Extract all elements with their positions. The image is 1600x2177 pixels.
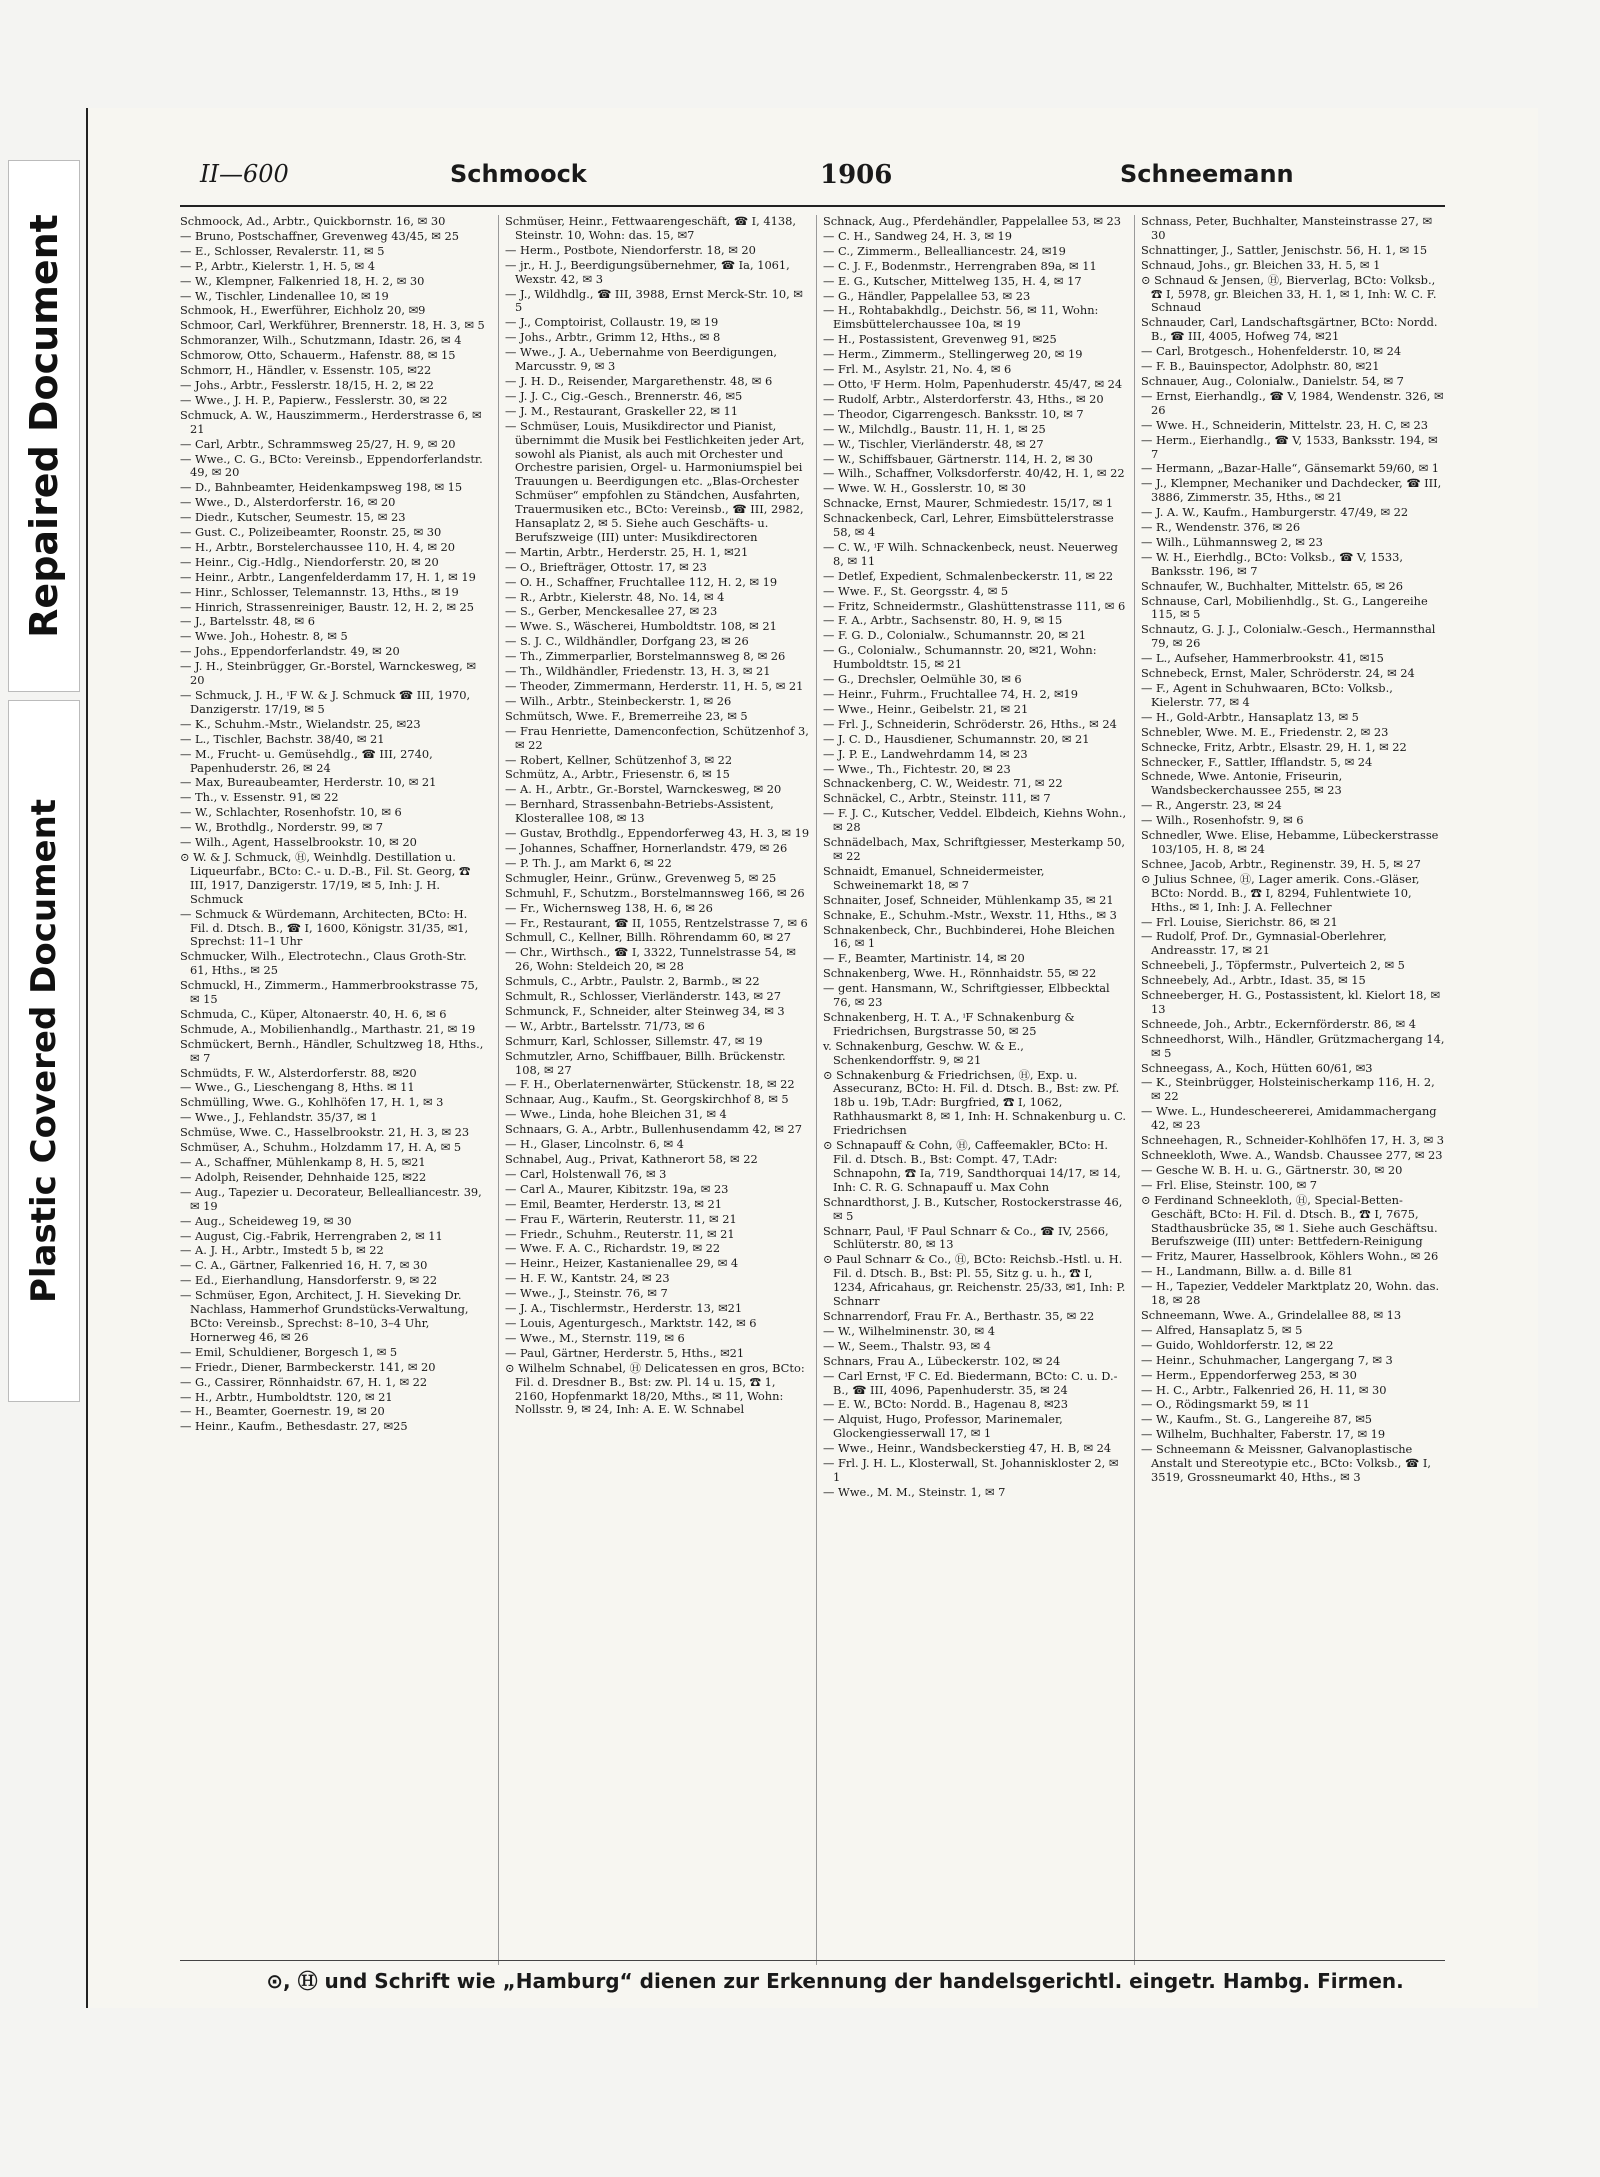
directory-entry: — Hinr., Schlosser, Telemannstr. 13, Hths., ✉ 19: [180, 584, 459, 599]
directory-entry: — Chr., Wirthsch., ☎ I, 3322, Tunnelstrasse 54, ✉ 26, Wohn: Steldeich 20, ✉ 28: [505, 945, 796, 974]
directory-entry: ⊙ Schnapauff & Cohn, Ⓗ, Caffeemakler, BCto: H. Fil. d. Dtsch. B., Bst: Compt. 47, T.Adr: Schnapohn, ☎ Ia, 719, Sandthorquai 14/17, ✉ 14, Inh: C. R. G. Schnapauff u. Max Cohn: [823, 1138, 1121, 1194]
directory-entry: — H., Beamter, Goernestr. 19, ✉ 20: [180, 1404, 385, 1419]
directory-entry: — F. H., Oberlaternenwärter, Stückenstr. 18, ✉ 22: [505, 1077, 795, 1092]
directory-entry: Schnack, Aug., Pferdehändler, Pappelallee 53, ✉ 23: [823, 215, 1122, 228]
directory-entry: — W., Tischler, Vierländerstr. 48, ✉ 27: [823, 436, 1044, 451]
directory-entry: Schneebeli, J., Töpfermstr., Pulverteich 2, ✉ 5: [1141, 958, 1405, 973]
directory-entry: — F. J. C., Kutscher, Veddel. Elbdeich, Kiehns Wohn., ✉ 28: [823, 806, 1127, 835]
directory-entry: — Carl, Holstenwall 76, ✉ 3: [505, 1166, 667, 1181]
directory-entry: — H., Gold-Arbtr., Hansaplatz 13, ✉ 5: [1141, 709, 1359, 724]
directory-entry: Schmuda, C., Küper, Altonaerstr. 40, H. 6, ✉ 6: [180, 1006, 447, 1021]
directory-entry: — Frau F., Wärterin, Reuterstr. 11, ✉ 21: [505, 1211, 737, 1226]
directory-entry: — Carl, Brotgesch., Hohenfelderstr. 10, ✉ 24: [1141, 344, 1402, 359]
directory-entry: Schnacke, Ernst, Maurer, Schmiedestr. 15/17, ✉ 1: [823, 496, 1114, 511]
directory-entry: — O. H., Schaffner, Fruchtallee 112, H. 2, ✉ 19: [505, 574, 778, 589]
directory-entry: ⊙ Julius Schnee, Ⓗ, Lager amerik. Cons.-Gläser, BCto: Nordd. B., ☎ I, 8294, Fuhlentwiete 10, Hths., ✉ 1, Inh: J. A. Fellechner: [1141, 871, 1420, 914]
directory-entry: — Wwe., Linda, hohe Bleichen 31, ✉ 4: [505, 1107, 727, 1122]
directory-entry: — E. W., BCto: Nordd. B., Hagenau 8, ✉23: [823, 1397, 1069, 1412]
directory-entry: — H., Rohtabakhdlg., Deichstr. 56, ✉ 11, Wohn: Eimsbüttelerchaussee 10a, ✉ 19: [823, 303, 1099, 332]
directory-entry: Schneemann, Wwe. A., Grindelallee 88, ✉ 13: [1141, 1307, 1402, 1322]
directory-entry: Schnaar, Aug., Kaufm., St. Georgskirchhof 8, ✉ 5: [505, 1092, 789, 1107]
directory-entry: — Wilh., Rosenhofstr. 9, ✉ 6: [1141, 813, 1304, 828]
directory-entry: — R., Wendenstr. 376, ✉ 26: [1141, 520, 1301, 535]
directory-entry: — Hermann, „Bazar-Halle“, Gänsemarkt 59/60, ✉ 1: [1141, 461, 1440, 476]
directory-entry: — Wwe., Th., Fichtestr. 20, ✉ 23: [823, 761, 1011, 776]
directory-entry: ⊙ Schnakenburg & Friedrichsen, Ⓗ, Exp. u. Assecuranz, BCto: H. Fil. d. Dtsch. B., Bst: zw. Pf. 18b u. 19b, T.Adr: Burgfried, ☎ I, 1062, Rathhausmarkt 8, ✉ 1, Inh: H. Schnakenburg u. C. Friedrichsen: [823, 1067, 1127, 1138]
directory-entry: Schneeberger, H. G., Postassistent, kl. Kielort 18, ✉ 13: [1141, 988, 1441, 1016]
directory-entry: Schmuckl, H., Zimmerm., Hammerbrookstrasse 75, ✉ 15: [180, 978, 479, 1007]
directory-entry: ⊙ Ferdinand Schneekloth, Ⓗ, Special-Betten-Geschäft, BCto: H. Fil. d. Dtsch. B., ☎ I, 7675, Stadthausbrücke 35, ✉ 1. Siehe auch Geschäftsu. Berufszweige (III) unter: Bettfedern-Reinigung: [1141, 1192, 1438, 1249]
directory-entry: — Heinr., Fuhrm., Fruchtallee 74, H. 2, ✉19: [823, 687, 1078, 701]
directory-entry: Schnädelbach, Max, Schriftgiesser, Mesterkamp 50, ✉ 22: [823, 835, 1125, 863]
directory-entry: Schnardthorst, J. B., Kutscher, Rostockerstrasse 46, ✉ 5: [823, 1194, 1123, 1223]
directory-entry: — Wwe., M. M., Steinstr. 1, ✉ 7: [823, 1484, 1006, 1499]
directory-entry: — H. C., Arbtr., Falkenried 26, H. 11, ✉ 30: [1141, 1382, 1387, 1397]
directory-entry: — Heinr., Cig.-Hdlg., Niendorferstr. 20, ✉ 20: [180, 554, 439, 569]
directory-entry: — W., Tischler, Lindenallee 10, ✉ 19: [180, 288, 389, 303]
directory-entry: v. Schnakenburg, Geschw. W. & E., Schenkendorffstr. 9, ✉ 21: [823, 1038, 1024, 1067]
directory-entry: — Schmuck & Würdemann, Architecten, BCto: H. Fil. d. Dtsch. B., ☎ I, 1600, Königstr. 31/35, ✉1, Sprechst: 11–1 Uhr: [180, 906, 469, 949]
directory-entry: — Wwe. L., Hundescheererei, Amidammachergang 42, ✉ 23: [1141, 1104, 1437, 1133]
directory-entry: Schnaidt, Emanuel, Schneidermeister, Schweinemarkt 18, ✉ 7: [823, 863, 1045, 892]
directory-entry: — Wwe., J. A., Uebernahme von Beerdigungen, Marcusstr. 9, ✉ 3: [505, 345, 777, 374]
directory-entry: — J. C. D., Hausdiener, Schumannstr. 20, ✉ 21: [823, 731, 1090, 746]
directory-entry: — Th., Zimmerparlier, Borstelmannsweg 8, ✉ 26: [505, 649, 786, 664]
directory-entry: — O., Rödingsmarkt 59, ✉ 11: [1141, 1397, 1310, 1412]
directory-entry: Schnebeck, Ernst, Maler, Schröderstr. 24, ✉ 24: [1141, 666, 1415, 681]
directory-entry: — F. A., Arbtr., Sachsenstr. 80, H. 9, ✉ 15: [823, 613, 1063, 628]
directory-entry: — Bruno, Postschaffner, Grevenweg 43/45, ✉ 25: [180, 228, 459, 243]
directory-entry: Schmüser, A., Schuhm., Holzdamm 17, H. A, ✉ 5: [180, 1140, 462, 1155]
directory-entry: Schneede, Joh., Arbtr., Eckernförderstr. 86, ✉ 4: [1141, 1016, 1416, 1031]
directory-entry: — Carl Ernst, ⁱF C. Ed. Biedermann, BCto: C. u. D.-B., ☎ III, 4096, Papenhuderstr. 35, ✉ 24: [823, 1368, 1118, 1397]
directory-entry: — J. P. E., Landwehrdamm 14, ✉ 23: [823, 746, 1028, 761]
directory-entry: — Frl. J. H. L., Klosterwall, St. Johanniskloster 2, ✉ 1: [823, 1456, 1119, 1484]
directory-entry: Schmutzler, Arno, Schiffbauer, Billh. Brückenstr. 108, ✉ 27: [505, 1048, 786, 1077]
directory-entry: — Paul, Gärtner, Herderstr. 5, Hths., ✉21: [505, 1345, 745, 1360]
directory-entry: Schneegass, A., Koch, Hütten 60/61, ✉3: [1141, 1060, 1373, 1075]
directory-entry: — Max, Bureaubeamter, Herderstr. 10, ✉ 21: [180, 775, 437, 790]
directory-entry: Schmull, C., Kellner, Billh. Röhrendamm 60, ✉ 27: [505, 930, 791, 945]
directory-entry: Schnecker, F., Sattler, Ifflandstr. 5, ✉ 24: [1141, 754, 1373, 769]
directory-entry: ⊙ W. & J. Schmuck, Ⓗ, Weinhdlg. Destillation u. Liqueurfabr., BCto: C.- u. D.-B., Fil. St. Georg, ☎ III, 1917, Danzigerstr. 17/19, ✉ 5, Inh: J. H. Schmuck: [180, 849, 471, 906]
directory-entry: — H., Tapezier, Veddeler Marktplatz 20, Wohn. das. 18, ✉ 28: [1141, 1279, 1440, 1308]
directory-entry: — H., Arbtr., Borstelerchaussee 110, H. 4, ✉ 20: [180, 539, 456, 554]
directory-entry: — Wwe., D., Alsterdorferstr. 16, ✉ 20: [180, 495, 396, 510]
directory-entry: — W., Klempner, Falkenried 18, H. 2, ✉ 30: [180, 273, 425, 288]
directory-entry: Schnaud, Johs., gr. Bleichen 33, H. 5, ✉ 1: [1141, 257, 1381, 272]
directory-entry: — A., Schaffner, Mühlenkamp 8, H. 5, ✉21: [180, 1155, 426, 1169]
directory-entry: — A. H., Arbtr., Gr.-Borstel, Warnckesweg, ✉ 20: [505, 782, 782, 797]
directory-entry: — Wwe. Joh., Hohestr. 8, ✉ 5: [180, 629, 348, 644]
directory-entry: Schmütsch, Wwe. F., Bremerreihe 23, ✉ 5: [505, 708, 748, 723]
directory-entry: — W., Schlachter, Rosenhofstr. 10, ✉ 6: [180, 805, 402, 820]
directory-entry: — Fr., Restaurant, ☎ II, 1055, Rentzelstrasse 7, ✉ 6: [505, 915, 808, 930]
directory-entry: — Diedr., Kutscher, Seumestr. 15, ✉ 23: [180, 510, 406, 525]
directory-entry: — Guido, Wohldorferstr. 12, ✉ 22: [1141, 1337, 1334, 1352]
directory-entry: — Johs., Eppendorferlandstr. 49, ✉ 20: [180, 644, 400, 659]
directory-entry: — gent. Hansmann, W., Schriftgiesser, Elbbecktal 76, ✉ 23: [823, 981, 1110, 1010]
directory-entry: — J. H., Steinbrügger, Gr.-Borstel, Warnckesweg, ✉ 20: [180, 659, 476, 688]
year-heading: 1906: [820, 160, 893, 190]
directory-columns: [180, 215, 1445, 1965]
directory-entry: — Schmüser, Egon, Architect, J. H. Sieveking Dr. Nachlass, Hammerhof Grundstücks-Verwaltung, BCto: Vereinsb., Sprechst: 8–10, 3–4 Uhr, Hornerweg 46, ✉ 26: [180, 1288, 469, 1344]
directory-entry: — J. H. D., Reisender, Margarethenstr. 48, ✉ 6: [505, 373, 773, 388]
directory-entry: Schmude, A., Mobilienhandlg., Marthastr. 21, ✉ 19: [180, 1021, 476, 1036]
directory-entry: Schmult, R., Schlosser, Vierländerstr. 143, ✉ 27: [505, 989, 782, 1004]
directory-entry: — W. H., Eierhdlg., BCto: Volksb., ☎ V, 1533, Banksstr. 196, ✉ 7: [1141, 549, 1403, 578]
directory-entry: Schnebler, Wwe. M. E., Friedenstr. 2, ✉ 23: [1141, 724, 1389, 739]
directory-entry: — Louis, Agenturgesch., Marktstr. 142, ✉ 6: [505, 1315, 757, 1330]
directory-entry: Schmütz, A., Arbtr., Friesenstr. 6, ✉ 15: [505, 767, 730, 782]
directory-entry: Schneehagen, R., Schneider-Kohlhöfen 17, H. 3, ✉ 3: [1141, 1133, 1445, 1148]
directory-entry: — P., Arbtr., Kielerstr. 1, H. 5, ✉ 4: [180, 258, 375, 273]
directory-entry: Schnauder, Carl, Landschaftsgärtner, BCto: Nordd. B., ☎ III, 4005, Hofweg 74, ✉21: [1141, 315, 1438, 344]
directory-entry: — L., Aufseher, Hammerbrookstr. 41, ✉15: [1141, 651, 1384, 666]
directory-entry: — C. J. F., Bodenmstr., Herrengraben 89a, ✉ 11: [823, 258, 1097, 273]
directory-entry: — Schmüser, Louis, Musikdirector und Pianist, übernimmt die Musik bei Festlichkeiten jeder Art, sowohl als Pianist, als auch mit Orchester und Orchestre parisien, Orgel- u. Harmoniumspiel bei Trauungen u. Beerdigungen etc. „Blas-Orchester Schmüser“ empfohlen zu Ständchen, Ausfahrten, Trauermusiken etc., BCto: Vereinsb., ☎ III, 2982, Hansaplatz 2, ✉ 5. Siehe auch Geschäfts- u. Berufszweige (III) unter: Musikdirectoren: [505, 418, 805, 544]
directory-entry: Schnedler, Wwe. Elise, Hebamme, Lübeckerstrasse 103/105, H. 8, ✉ 24: [1141, 828, 1439, 856]
directory-entry: — Wwe., Heinr., Geibelstr. 21, ✉ 21: [823, 701, 1029, 716]
directory-entry: Schmucker, Wilh., Electrotechn., Claus Groth-Str. 61, Hths., ✉ 25: [180, 949, 467, 978]
directory-entry: — Carl, Arbtr., Schrammsweg 25/27, H. 9, ✉ 20: [180, 436, 456, 451]
directory-entry: — K., Steinbrügger, Holsteinischerkamp 116, H. 2, ✉ 22: [1141, 1075, 1435, 1104]
directory-entry: — August, Cig.-Fabrik, Herrengraben 2, ✉ 11: [180, 1228, 443, 1243]
directory-entry: — E. G., Kutscher, Mittelweg 135, H. 4, ✉ 17: [823, 273, 1082, 288]
directory-entry: — Johs., Arbtr., Grimm 12, Hths., ✉ 8: [505, 330, 721, 345]
directory-entry: — W., Arbtr., Bartelsstr. 71/73, ✉ 6: [505, 1018, 705, 1033]
directory-entry: — Herm., Zimmerm., Stellingerweg 20, ✉ 19: [823, 347, 1083, 362]
directory-entry: — Johannes, Schaffner, Hornerlandstr. 479, ✉ 26: [505, 840, 788, 855]
first-entry-heading: Schmoock: [450, 160, 587, 188]
directory-entry: — Martin, Arbtr., Herderstr. 25, H. 1, ✉21: [505, 544, 749, 559]
directory-entry: — Fritz, Schneidermstr., Glashüttenstrasse 111, ✉ 6: [823, 598, 1126, 613]
directory-entry: — Wwe., M., Sternstr. 119, ✉ 6: [505, 1330, 685, 1345]
directory-entry: Schnars, Frau A., Lübeckerstr. 102, ✉ 24: [823, 1353, 1061, 1368]
directory-entry: — Wwe. S., Wäscherei, Humboldtstr. 108, ✉ 21: [505, 619, 777, 634]
directory-entry: — J. A., Tischlermstr., Herderstr. 13, ✉21: [505, 1301, 743, 1316]
directory-entry: — J., Klempner, Mechaniker und Dachdecker, ☎ III, 3886, Zimmerstr. 35, Hths., ✉ 21: [1141, 476, 1442, 505]
directory-entry: — Frl. Louise, Sierichstr. 86, ✉ 21: [1141, 914, 1338, 929]
directory-entry: — Wwe., C. G., BCto: Vereinsb., Eppendorferlandstr. 49, ✉ 20: [180, 451, 483, 480]
directory-entry: Schnarr, Paul, ⁱF Paul Schnarr & Co., ☎ IV, 2566, Schlüterstr. 80, ✉ 13: [823, 1223, 1109, 1252]
directory-entry: — Friedr., Schuhm., Reuterstr. 11, ✉ 21: [505, 1226, 735, 1241]
directory-entry: — K., Schuhm.-Mstr., Wielandstr. 25, ✉23: [180, 716, 421, 731]
directory-entry: — Wwe., G., Lieschengang 8, Hths. ✉ 11: [180, 1080, 415, 1095]
directory-entry: — F. B., Bauinspector, Adolphstr. 80, ✉21: [1141, 359, 1380, 374]
footnote: ⊙, Ⓗ und Schrift wie „Hamburg“ dienen zur Erkennung der handelsgerichtl. eingetr. Hambg. Firmen.: [266, 1969, 1404, 1993]
directory-entry: — Herm., Eppendorferweg 253, ✉ 30: [1141, 1367, 1357, 1382]
directory-entry: Schnauer, Aug., Colonialw., Danielstr. 54, ✉ 7: [1141, 373, 1404, 388]
directory-entry: — Wwe., Heinr., Wandsbeckerstieg 47, H. B, ✉ 24: [823, 1441, 1112, 1456]
directory-entry: — G., Händler, Pappelallee 53, ✉ 23: [823, 288, 1031, 303]
directory-entry: — J. J. C., Cig.-Gesch., Brennerstr. 46, ✉5: [505, 388, 743, 403]
directory-entry: — F., Beamter, Martinistr. 14, ✉ 20: [823, 951, 1025, 966]
directory-entry: — Frl. M., Asylstr. 21, No. 4, ✉ 6: [823, 362, 1012, 377]
directory-entry: Schnaufer, W., Buchhalter, Mittelstr. 65, ✉ 26: [1141, 578, 1403, 593]
last-entry-heading: Schneemann: [1120, 160, 1294, 188]
directory-entry: Schmuls, C., Arbtr., Paulstr. 2, Barmb., ✉ 22: [505, 974, 760, 989]
page-number: II—600: [200, 160, 289, 188]
directory-entry: ⊙ Paul Schnarr & Co., Ⓗ, BCto: Reichsb.-Hstl. u. H. Fil. d. Dtsch. B., Bst: Pl. 55, Sitz g. u. h., ☎ I, 1234, Africahaus, gr. Reichenstr. 25/33, ✉1, Inh: P. Schnarr: [823, 1252, 1126, 1309]
directory-entry: Schneekloth, Wwe. A., Wandsb. Chaussee 277, ✉ 23: [1141, 1148, 1443, 1162]
directory-entry: — S., Gerber, Menckesallee 27, ✉ 23: [505, 604, 718, 619]
directory-entry: — Wwe. F., St. Georgsstr. 4, ✉ 5: [823, 583, 1009, 598]
directory-entry: — Wwe., J., Fehlandstr. 35/37, ✉ 1: [180, 1110, 378, 1125]
directory-entry: Schnakenberg, H. T. A., ⁱF Schnakenburg & Friedrichsen, Burgstrasse 50, ✉ 25: [823, 1009, 1075, 1038]
directory-entry: Schmüdts, F. W., Alsterdorferstr. 88, ✉20: [180, 1065, 417, 1080]
column-2: [498, 215, 810, 1965]
directory-entry: Schmunck, F., Schneider, alter Steinweg 34, ✉ 3: [505, 1003, 785, 1018]
directory-entry: — Wwe., J., Steinstr. 76, ✉ 7: [505, 1286, 668, 1301]
directory-entry: — C., Zimmerm., Bellealliancestr. 24, ✉19: [823, 243, 1066, 258]
directory-entry: — W., Brothdlg., Norderstr. 99, ✉ 7: [180, 820, 384, 835]
directory-entry: — D., Bahnbeamter, Heidenkampsweg 198, ✉ 15: [180, 480, 463, 495]
directory-entry: Schmoor, Carl, Werkführer, Brennerstr. 18, H. 3, ✉ 5: [180, 318, 485, 333]
directory-entry: Schnede, Wwe. Antonie, Friseurin, Wandsbeckerchaussee 255, ✉ 23: [1141, 769, 1343, 798]
directory-entry: Schmorow, Otto, Schauerm., Hafenstr. 88, ✉ 15: [180, 348, 456, 363]
directory-entry: — Frl. Elise, Steinstr. 100, ✉ 7: [1141, 1177, 1318, 1192]
directory-entry: — Wwe. H., Schneiderin, Mittelstr. 23, H. C, ✉ 23: [1141, 417, 1429, 432]
directory-entry: Schmook, H., Ewerführer, Eichholz 20, ✉9: [180, 303, 426, 318]
directory-entry: — Heinr., Arbtr., Langenfelderdamm 17, H. 1, ✉ 19: [180, 569, 476, 584]
directory-entry: Schmugler, Heinr., Grünw., Grevenweg 5, ✉ 25: [505, 870, 777, 885]
directory-entry: Schmorr, H., Händler, v. Essenstr. 105, ✉22: [180, 363, 432, 378]
directory-entry: — Wwe. F. A. C., Richardstr. 19, ✉ 22: [505, 1241, 721, 1256]
directory-entry: — Otto, ⁱF Herm. Holm, Papenhuderstr. 45/47, ✉ 24: [823, 376, 1123, 391]
directory-entry: — Theoder, Zimmermann, Herderstr. 11, H. 5, ✉ 21: [505, 679, 804, 693]
directory-entry: — Ed., Eierhandlung, Hansdorferstr. 9, ✉ 22: [180, 1273, 438, 1288]
footer-rule: [180, 1960, 1445, 1961]
directory-entry: ⊙ Wilhelm Schnabel, Ⓗ Delicatessen en gros, BCto: Fil. d. Dresdner B., Bst: zw. Pl. 14 u. 15, ☎ 1, 2160, Hopfenmarkt 18/20, Mths., ✉ 11, Wohn: Nollsstr. 9, ✉ 24, Inh: A. E. W. Schnabel: [505, 1360, 805, 1417]
column-3: [816, 215, 1128, 1965]
directory-entry: Schnackenbeck, Carl, Lehrer, Eimsbüttelerstrasse 58, ✉ 4: [823, 511, 1114, 540]
directory-entry: — H., Arbtr., Humboldtstr. 120, ✉ 21: [180, 1389, 393, 1404]
directory-entry: — Wilh., Lühmannsweg 2, ✉ 23: [1141, 534, 1323, 549]
directory-entry: — W., Wilhelminenstr. 30, ✉ 4: [823, 1323, 995, 1338]
directory-entry: — Adolph, Reisender, Dehnhaide 125, ✉22: [180, 1169, 427, 1184]
side-tabs: [0, 140, 86, 1304]
directory-entry: Schnake, E., Schuhm.-Mstr., Wexstr. 11, Hths., ✉ 3: [823, 907, 1117, 922]
directory-entry: Schnackenberg, C. W., Weidestr. 71, ✉ 22: [823, 776, 1063, 791]
directory-entry: — jr., H. J., Beerdigungsübernehmer, ☎ Ia, 1061, Wexstr. 42, ✉ 3: [505, 257, 790, 286]
directory-entry: Schnarrendorf, Frau Fr. A., Berthastr. 35, ✉ 22: [823, 1308, 1095, 1323]
column-1: [180, 215, 485, 1965]
directory-entry: — Aug., Tapezier u. Decorateur, Bellealliancestr. 39, ✉ 19: [180, 1184, 482, 1213]
directory-entry: Schnause, Carl, Mobilienhdlg., St. G., Langereihe 115, ✉ 5: [1141, 593, 1428, 622]
directory-entry: Schnaiter, Josef, Schneider, Mühlenkamp 35, ✉ 21: [823, 892, 1114, 907]
directory-entry: — L., Tischler, Bachstr. 38/40, ✉ 21: [180, 731, 385, 746]
directory-entry: — Emil, Schuldiener, Borgesch 1, ✉ 5: [180, 1344, 398, 1359]
directory-entry: — R., Angerstr. 23, ✉ 24: [1141, 798, 1282, 813]
directory-entry: — Wilhelm, Buchhalter, Faberstr. 17, ✉ 19: [1141, 1427, 1386, 1442]
directory-entry: — M., Frucht- u. Gemüsehdlg., ☎ III, 2740, Papenhuderstr. 26, ✉ 24: [180, 746, 433, 775]
directory-entry: — F. G. D., Colonialw., Schumannstr. 20, ✉ 21: [823, 628, 1087, 643]
directory-entry: Schnäckel, C., Arbtr., Steinstr. 111, ✉ 7: [823, 791, 1051, 806]
directory-entry: Schmuhl, F., Schutzm., Borstelmannsweg 166, ✉ 26: [505, 885, 805, 900]
directory-entry: — Ernst, Eierhandlg., ☎ V, 1984, Wendenstr. 326, ✉ 26: [1141, 388, 1444, 417]
directory-entry: — Friedr., Diener, Barmbeckerstr. 141, ✉ 20: [180, 1359, 436, 1374]
directory-entry: — S. J. C., Wildhändler, Dorfgang 23, ✉ 26: [505, 634, 749, 649]
directory-entry: Schmüse, Wwe. C., Hasselbrookstr. 21, H. 3, ✉ 23: [180, 1125, 470, 1140]
directory-entry: Schnautz, G. J. J., Colonialw.-Gesch., Hermannsthal 79, ✉ 26: [1141, 622, 1436, 651]
directory-entry: — J., Comptoirist, Collaustr. 19, ✉ 19: [505, 315, 719, 330]
directory-entry: — C. H., Sandweg 24, H. 3, ✉ 19: [823, 228, 1013, 243]
directory-entry: Schneedhorst, Wilh., Händler, Grützmachergang 14, ✉ 5: [1141, 1031, 1445, 1060]
directory-entry: — Rudolf, Arbtr., Alsterdorferstr. 43, Hths., ✉ 20: [823, 391, 1104, 406]
directory-entry: Schnass, Peter, Buchhalter, Mansteinstrasse 27, ✉ 30: [1141, 215, 1433, 242]
directory-entry: — Hinrich, Strassenreiniger, Baustr. 12, H. 2, ✉ 25: [180, 599, 475, 614]
directory-entry: — Theodor, Cigarrengesch. Banksstr. 10, ✉ 7: [823, 406, 1084, 421]
directory-entry: — Frau Henriette, Damenconfection, Schützenhof 3, ✉ 22: [505, 723, 809, 752]
directory-entry: Schnaars, G. A., Arbtr., Bullenhusendamm 42, ✉ 27: [505, 1122, 802, 1137]
directory-entry: — Heinr., Schuhmacher, Langergang 7, ✉ 3: [1141, 1352, 1393, 1367]
directory-entry: — Bernhard, Strassenbahn-Betriebs-Assistent, Klosterallee 108, ✉ 13: [505, 797, 774, 826]
directory-entry: Schnakenbeck, Chr., Buchbinderei, Hohe Bleichen 16, ✉ 1: [823, 922, 1115, 951]
directory-entry: — Frl. J., Schneiderin, Schröderstr. 26, Hths., ✉ 24: [823, 716, 1117, 731]
directory-entry: — C. W., ⁱF Wilh. Schnackenbeck, neust. Neuerweg 8, ✉ 11: [823, 539, 1118, 568]
directory-entry: — J., Bartelsstr. 48, ✉ 6: [180, 614, 315, 629]
directory-entry: — E., Schlosser, Revalerstr. 11, ✉ 5: [180, 243, 385, 258]
directory-entry: — P. Th. J., am Markt 6, ✉ 22: [505, 855, 672, 870]
directory-entry: — G., Cassirer, Rönnhaidstr. 67, H. 1, ✉ 22: [180, 1374, 428, 1389]
plastic-covered-document-tab: [8, 700, 80, 1402]
directory-entry: — R., Arbtr., Kielerstr. 48, No. 14, ✉ 4: [505, 589, 725, 604]
directory-entry: — O., Briefträger, Ottostr. 17, ✉ 23: [505, 559, 707, 574]
directory-entry: — Aug., Scheideweg 19, ✉ 30: [180, 1213, 352, 1228]
directory-entry: — Heinr., Kaufm., Bethesdastr. 27, ✉25: [180, 1419, 408, 1434]
directory-entry: Schmoranzer, Wilh., Schutzmann, Idastr. 26, ✉ 4: [180, 333, 462, 348]
directory-entry: — Johs., Arbtr., Fesslerstr. 18/15, H. 2, ✉ 22: [180, 377, 434, 392]
directory-entry: — H., Glaser, Lincolnstr. 6, ✉ 4: [505, 1137, 684, 1152]
repaired-document-tab: [8, 160, 80, 692]
directory-entry: Schnattinger, J., Sattler, Jenischstr. 56, H. 1, ✉ 15: [1141, 242, 1428, 257]
directory-entry: — Th., Wildhändler, Friedenstr. 13, H. 3, ✉ 21: [505, 664, 771, 679]
plastic-covered-document-label: Plastic Covered Document: [24, 798, 65, 1304]
directory-entry: — H. F. W., Kantstr. 24, ✉ 23: [505, 1271, 670, 1286]
directory-entry: — W., Seem., Thalstr. 93, ✉ 4: [823, 1338, 991, 1353]
directory-entry: — Gust. C., Polizeibeamter, Roonstr. 25, ✉ 30: [180, 525, 442, 540]
directory-entry: — H., Landmann, Billw. a. d. Bille 81: [1141, 1264, 1353, 1279]
directory-entry: Schmückert, Bernh., Händler, Schultzweg 18, Hths., ✉ 7: [180, 1036, 484, 1065]
directory-entry: — W., Milchdlg., Baustr. 11, H. 1, ✉ 25: [823, 421, 1046, 436]
directory-entry: — J. M., Restaurant, Graskeller 22, ✉ 11: [505, 403, 739, 418]
directory-entry: Schnakenberg, Wwe. H., Rönnhaidstr. 55, ✉ 22: [823, 966, 1097, 981]
directory-entry: — Gustav, Brothdlg., Eppendorferweg 43, H. 3, ✉ 19: [505, 826, 810, 841]
directory-entry: Schmüser, Heinr., Fettwaarengeschäft, ☎ I, 4138, Steinstr. 10, Wohn: das. 15, ✉7: [505, 215, 796, 242]
directory-entry: Schneebely, Ad., Arbtr., Idast. 35, ✉ 15: [1141, 973, 1366, 988]
directory-entry: — Herm., Eierhandlg., ☎ V, 1533, Banksstr. 194, ✉ 7: [1141, 432, 1438, 461]
directory-entry: — H., Postassistent, Grevenweg 91, ✉25: [823, 332, 1057, 347]
directory-entry: Schmoock, Ad., Arbtr., Quickbornstr. 16, ✉ 30: [180, 215, 446, 228]
directory-entry: — Wwe., J. H. P., Papierw., Fesslerstr. 30, ✉ 22: [180, 392, 448, 407]
directory-entry: Schmurr, Karl, Schlosser, Sillemstr. 47, ✉ 19: [505, 1033, 763, 1048]
directory-entry: — Heinr., Heizer, Kastanienallee 29, ✉ 4: [505, 1256, 739, 1271]
directory-entry: — W., Schiffsbauer, Gärtnerstr. 114, H. 2, ✉ 30: [823, 451, 1093, 466]
directory-entry: — Th., v. Essenstr. 91, ✉ 22: [180, 790, 339, 805]
directory-entry: — Schmuck, J. H., ⁱF W. & J. Schmuck ☎ III, 1970, Danzigerstr. 17/19, ✉ 5: [180, 688, 471, 716]
directory-entry: Schmuck, A. W., Hauszimmerm., Herderstrasse 6, ✉ 21: [180, 407, 482, 436]
directory-entry: — W., Kaufm., St. G., Langereihe 87, ✉5: [1141, 1412, 1373, 1427]
directory-entry: — C. A., Gärtner, Falkenried 16, H. 7, ✉ 30: [180, 1258, 428, 1273]
header-rule: [180, 205, 1445, 207]
directory-entry: — G., Drechsler, Oelmühle 30, ✉ 6: [823, 672, 1022, 687]
running-head: [120, 160, 1470, 200]
directory-entry: — Wwe. W. H., Gosslerstr. 10, ✉ 30: [823, 481, 1026, 496]
directory-entry: — J. A. W., Kaufm., Hamburgerstr. 47/49, ✉ 22: [1141, 505, 1409, 520]
directory-entry: — Fr., Wichernsweg 138, H. 6, ✉ 26: [505, 900, 713, 915]
directory-entry: — Wilh., Arbtr., Steinbeckerstr. 1, ✉ 26: [505, 693, 732, 708]
directory-entry: — Carl A., Maurer, Kibitzstr. 19a, ✉ 23: [505, 1181, 729, 1196]
directory-entry: ⊙ Schnaud & Jensen, Ⓗ, Bierverlag, BCto: Volksb., ☎ I, 5978, gr. Bleichen 33, H. 1, ✉ 1, Inh: W. C. F. Schnaud: [1141, 272, 1437, 315]
directory-entry: — Herm., Postbote, Niendorferstr. 18, ✉ 20: [505, 242, 756, 257]
directory-entry: Schnee, Jacob, Arbtr., Reginenstr. 39, H. 5, ✉ 27: [1141, 856, 1421, 871]
directory-entry: — A. J. H., Arbtr., Imstedt 5 b, ✉ 22: [180, 1243, 384, 1258]
directory-entry: — Robert, Kellner, Schützenhof 3, ✉ 22: [505, 752, 733, 767]
directory-entry: — Detlef, Expedient, Schmalenbeckerstr. 11, ✉ 22: [823, 568, 1114, 583]
directory-entry: — J., Wildhdlg., ☎ III, 3988, Ernst Merck-Str. 10, ✉ 5: [505, 286, 803, 315]
directory-entry: — Emil, Beamter, Herderstr. 13, ✉ 21: [505, 1196, 722, 1211]
directory-entry: — Alquist, Hugo, Professor, Marinemaler, Glockengiesserwall 17, ✉ 1: [823, 1412, 1063, 1441]
directory-entry: — Rudolf, Prof. Dr., Gymnasial-Oberlehrer, Andreasstr. 17, ✉ 21: [1141, 929, 1387, 958]
directory-entry: — F., Agent in Schuhwaaren, BCto: Volksb., Kielerstr. 77, ✉ 4: [1141, 681, 1393, 709]
column-4: [1134, 215, 1446, 1965]
directory-entry: Schmülling, Wwe. G., Kohlhöfen 17, H. 1, ✉ 3: [180, 1095, 444, 1110]
directory-entry: — Wilh., Schaffner, Volksdorferstr. 40/42, H. 1, ✉ 22: [823, 466, 1125, 481]
directory-entry: Schnabel, Aug., Privat, Kathnerort 58, ✉ 22: [505, 1152, 758, 1166]
directory-entry: — Alfred, Hansaplatz 5, ✉ 5: [1141, 1322, 1303, 1337]
directory-entry: — Gesche W. B. H. u. G., Gärtnerstr. 30, ✉ 20: [1141, 1162, 1403, 1177]
repaired-document-label: Repaired Document: [22, 214, 67, 638]
directory-entry: Schnecke, Fritz, Arbtr., Elsastr. 29, H. 1, ✉ 22: [1141, 739, 1407, 754]
directory-entry: — G., Colonialw., Schumannstr. 20, ✉21, Wohn: Humboldtstr. 15, ✉ 21: [823, 643, 1097, 672]
directory-entry: — Schneemann & Meissner, Galvanoplastische Anstalt und Stereotypie etc., BCto: Volksb., ☎ I, 3519, Grossneumarkt 40, Hths., ✉ 3: [1141, 1442, 1431, 1484]
directory-entry: — Wilh., Agent, Hasselbrookstr. 10, ✉ 20: [180, 835, 417, 850]
directory-entry: — Fritz, Maurer, Hasselbrook, Köhlers Wohn., ✉ 26: [1141, 1249, 1439, 1264]
